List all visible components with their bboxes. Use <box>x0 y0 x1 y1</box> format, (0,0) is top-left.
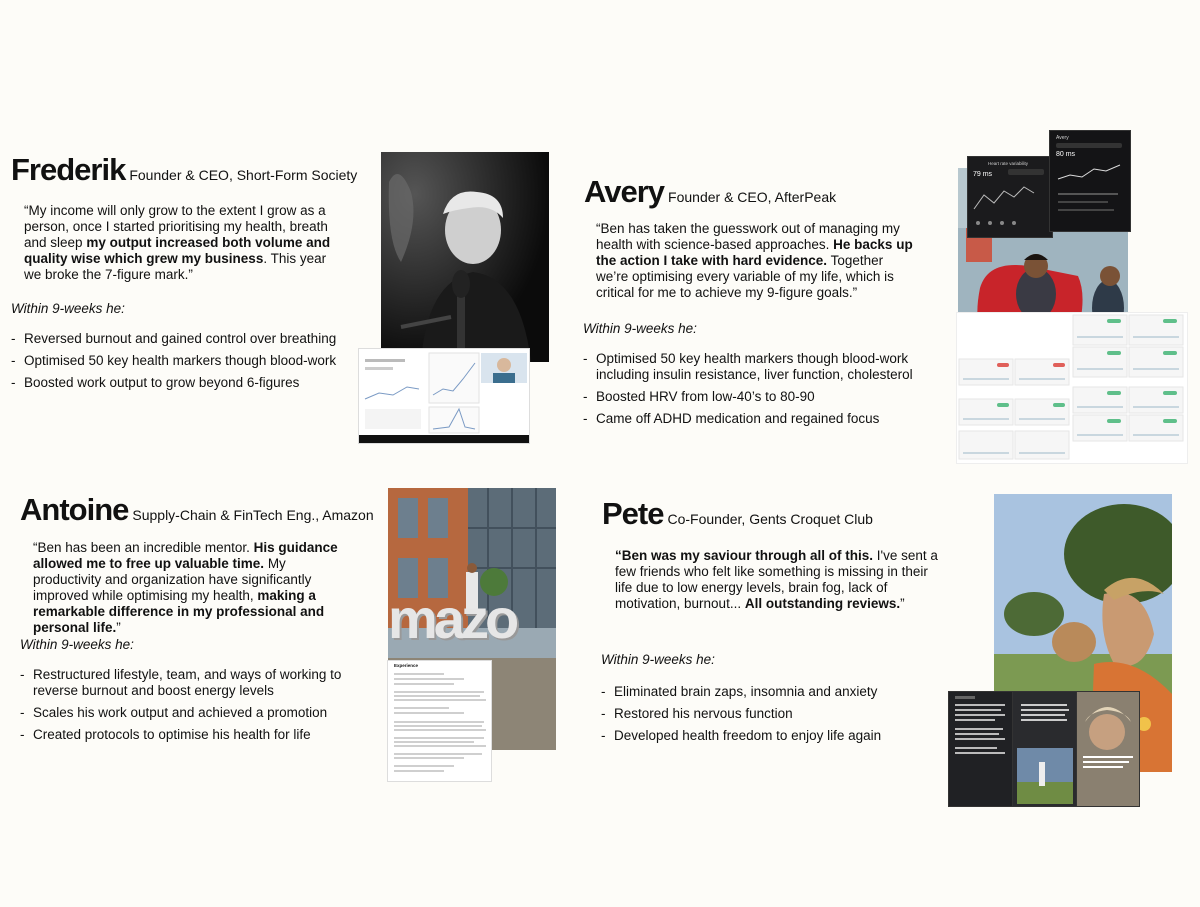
hrv-chart-2-illustration <box>1050 131 1130 231</box>
list-item: - Restored his nervous function <box>601 706 931 722</box>
results-heading: Within 9-weeks he: <box>601 652 715 667</box>
results-list <box>11 331 351 397</box>
message-2-illustration <box>1013 692 1077 806</box>
testimonial-name-heading <box>602 496 873 532</box>
testimonial-role: Founder & CEO, AfterPeak <box>668 189 837 205</box>
quote-text: I've sent a few friends who felt like something is missing in their life due to low energy levels, brain fog, lack of motivation, burnout... <box>615 548 938 611</box>
message-screenshot-3 <box>1076 691 1140 807</box>
list-item: - Boosted work output to grow beyond 6-figures <box>11 375 351 391</box>
quote-text: ” <box>900 596 905 611</box>
testimonial-avery <box>575 120 1200 465</box>
testimonial-name: Avery <box>584 174 665 209</box>
results-list <box>20 667 350 749</box>
quote-text: “My income will only grow to the extent I grow as a person, once I started prioritising my health, breath and sleep <box>24 203 328 250</box>
list-item: - Developed health freedom to enjoy life again <box>601 728 931 744</box>
frederik-portrait-photo <box>381 152 549 362</box>
quote-highlight: His guidance allowed me to free up valuable time. <box>33 540 338 571</box>
testimonial-name-heading <box>11 152 357 188</box>
quote-text: . This year we broke the 7-figure mark.” <box>24 251 327 282</box>
testimonial-quote <box>33 540 353 636</box>
quote-text: “Ben has been an incredible mentor. <box>33 540 254 555</box>
testimonial-frederik <box>0 120 580 460</box>
list-item: - Optimised 50 key health markers though blood-work including insulin resistance, liver function, cholesterol <box>583 351 913 383</box>
list-item: - Scales his work output and achieved a promotion <box>20 705 350 721</box>
message-screenshot-1 <box>948 691 1014 807</box>
linkedin-experience-screenshot <box>387 660 492 782</box>
testimonial-name-heading <box>584 174 836 210</box>
list-item: - Restructured lifestyle, team, and ways of working to reverse burnout and boost energy levels <box>20 667 350 699</box>
message-1-illustration <box>949 692 1013 806</box>
testimonial-name-heading <box>20 492 374 528</box>
list-item: - Reversed burnout and gained control over breathing <box>11 331 351 347</box>
quote-highlight: All outstanding reviews. <box>744 596 901 611</box>
app-card-value: 79 ms <box>973 171 993 178</box>
app-card-title: Heart rate variability <box>988 161 1029 166</box>
linkedin-illustration <box>388 661 491 781</box>
quote-text: “Ben has taken the guesswork out of managing my health with science-based approaches. <box>596 221 900 252</box>
testimonial-name: Antoine <box>20 492 129 527</box>
quote-highlight: He backs up the action I take with hard evidence. <box>596 237 913 268</box>
quote-text: Together we’re optimising every variable of my life, which is critical for me to achieve my 9-figure goals.” <box>596 253 894 300</box>
hrv-chart-1-illustration <box>968 157 1052 237</box>
results-heading: Within 9-weeks he: <box>20 637 134 652</box>
testimonial-pete <box>590 480 1200 820</box>
testimonial-role: Co-Founder, Gents Croquet Club <box>667 511 873 527</box>
testimonial-quote <box>615 548 945 612</box>
results-list <box>601 684 931 750</box>
linkedin-heading: Experience <box>394 663 419 668</box>
analytics-illustration <box>359 349 529 443</box>
testimonial-quote <box>596 221 916 301</box>
results-list <box>583 351 913 433</box>
testimonial-role: Founder & CEO, Short-Form Society <box>129 167 358 183</box>
app-card-value: 80 ms <box>1056 151 1076 158</box>
results-heading: Within 9-weeks he: <box>11 301 125 316</box>
testimonial-quote <box>24 203 344 283</box>
quote-text: My productivity and organization have significantly improved while optimising my health, <box>33 556 312 603</box>
list-item: - Came off ADHD medication and regained focus <box>583 411 913 427</box>
hrv-trend-screenshot <box>1049 130 1131 232</box>
message-screenshot-2 <box>1012 691 1078 807</box>
analytics-dashboard-screenshot <box>358 348 530 444</box>
quote-highlight: making a remarkable difference in my professional and personal life. <box>33 588 325 635</box>
testimonial-name: Pete <box>602 496 664 531</box>
list-item: - Created protocols to optimise his health for life <box>20 727 350 743</box>
quote-text: ” <box>116 620 121 635</box>
results-heading: Within 9-weeks he: <box>583 321 697 336</box>
list-item: - Optimised 50 key health markers though blood-work <box>11 353 351 369</box>
quote-highlight: “Ben was my saviour through all of this. <box>615 548 874 563</box>
hrv-app-screenshot <box>967 156 1053 238</box>
quote-highlight: my output increased both volume and quality wise which grew my business <box>24 235 331 266</box>
testimonial-name: Frederik <box>11 152 126 187</box>
list-item: - Boosted HRV from low-40’s to 80-90 <box>583 389 913 405</box>
portrait-illustration <box>381 152 549 362</box>
list-item: - Eliminated brain zaps, insomnia and anxiety <box>601 684 931 700</box>
blood-markers-illustration <box>957 313 1187 463</box>
message-3-illustration <box>1077 692 1139 806</box>
testimonial-role: Supply-Chain & FinTech Eng., Amazon <box>132 507 374 523</box>
testimonial-antoine <box>0 480 590 800</box>
app-card-title: Avery <box>1056 135 1069 141</box>
amazon-sign-text: mazo <box>388 587 516 650</box>
blood-markers-screenshot <box>956 312 1188 464</box>
